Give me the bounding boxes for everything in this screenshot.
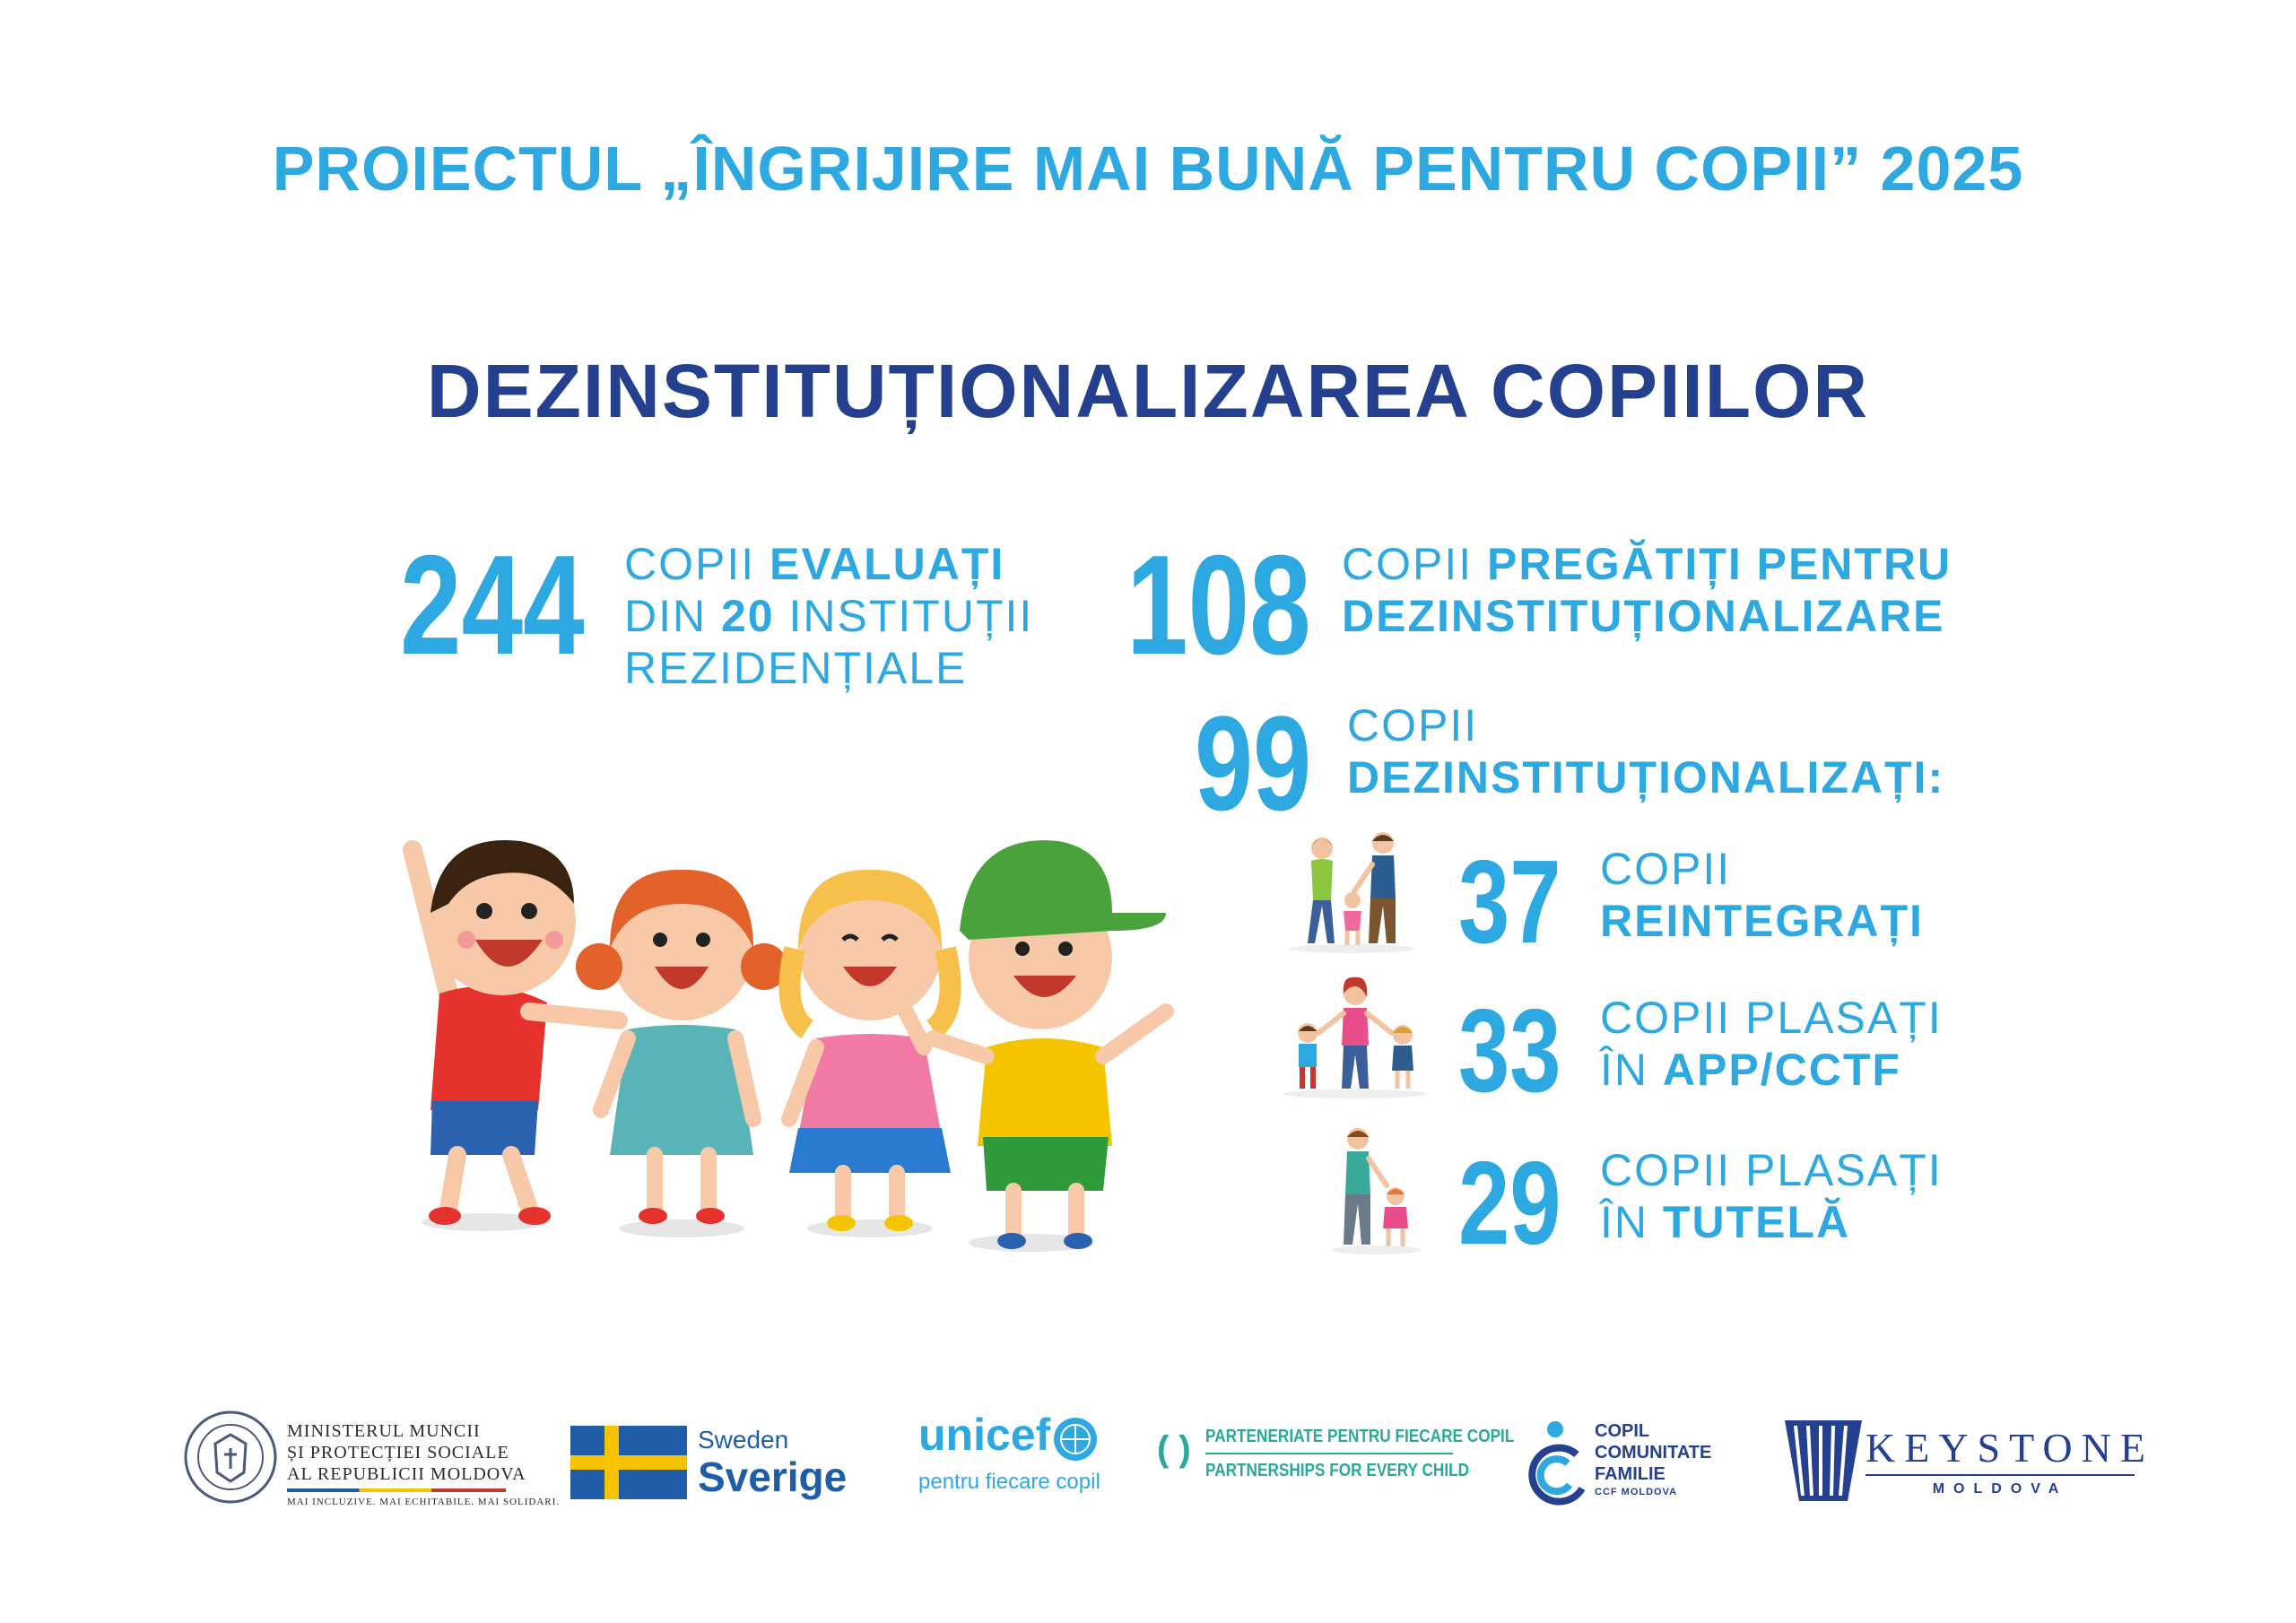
- stat-tutela-text: COPII PLASAȚI ÎN TUTELĂ: [1600, 1145, 1943, 1247]
- family-foster-icon: [1279, 974, 1431, 1099]
- sweden-flag-icon: [570, 1426, 687, 1499]
- stat-reintegrated-number: 37: [1458, 836, 1561, 968]
- children-illustration: [395, 814, 1184, 1263]
- keystone-logo-icon: [1785, 1420, 1862, 1501]
- partnerships-logo: PARTENERIATE PENTRU FIECARE COPIL PARTNERSHIPS FOR EVERY CHILD: [1205, 1427, 1515, 1480]
- ccf-logo-icon: [1519, 1417, 1589, 1506]
- stat-app-number: 33: [1458, 985, 1561, 1116]
- ccf-logo: COPIL COMUNITATE FAMILIE CCF MOLDOVA: [1595, 1421, 1712, 1497]
- unicef-logo: unicef pentru fiecare copil: [918, 1410, 1100, 1494]
- stat-deinst-number: 99: [1195, 688, 1312, 838]
- stat-reintegrated-text: COPII REINTEGRAȚI: [1600, 844, 1924, 946]
- page-subtitle: DEZINSTITUȚIONALIZAREA COPIILOR: [426, 349, 1870, 433]
- ministry-emblem-icon: [181, 1408, 280, 1506]
- sweden-logo: Sweden Sverige: [698, 1426, 848, 1500]
- partnerships-brackets-icon: ( ): [1157, 1429, 1191, 1469]
- stat-tutela-number: 29: [1458, 1137, 1561, 1269]
- stat-prepared-number: 108: [1126, 526, 1311, 684]
- keystone-logo: KEYSTONE MOLDOVA: [1866, 1425, 2154, 1497]
- stat-deinst-text: COPII DEZINSTITUȚIONALIZAȚI:: [1347, 700, 1945, 803]
- family-reintegration-icon: [1284, 829, 1419, 954]
- unicef-globe-icon: [1051, 1415, 1100, 1463]
- stat-evaluated-number: 244: [400, 526, 585, 684]
- stat-prepared-text: COPII PREGĂTIȚI PENTRU DEZINSTITUȚIONALIZARE: [1342, 539, 1952, 641]
- stat-app-text: COPII PLASAȚI ÎN APP/CCTF: [1600, 993, 1943, 1095]
- page-title: PROIECTUL „ÎNGRIJIRE MAI BUNĂ PENTRU COPII” 2025: [272, 134, 2024, 204]
- family-guardianship-icon: [1327, 1123, 1426, 1255]
- ministry-logo: MINISTERUL MUNCII ȘI PROTECȚIEI SOCIALE AL REPUBLICII MOLDOVA MAI INCLUZIVE. MAI ECHITABILE. MAI SOLIDARI.: [287, 1421, 561, 1507]
- stat-evaluated-text: COPII EVALUAȚI DIN 20 INSTITUȚII REZIDENȚIALE: [624, 539, 1034, 693]
